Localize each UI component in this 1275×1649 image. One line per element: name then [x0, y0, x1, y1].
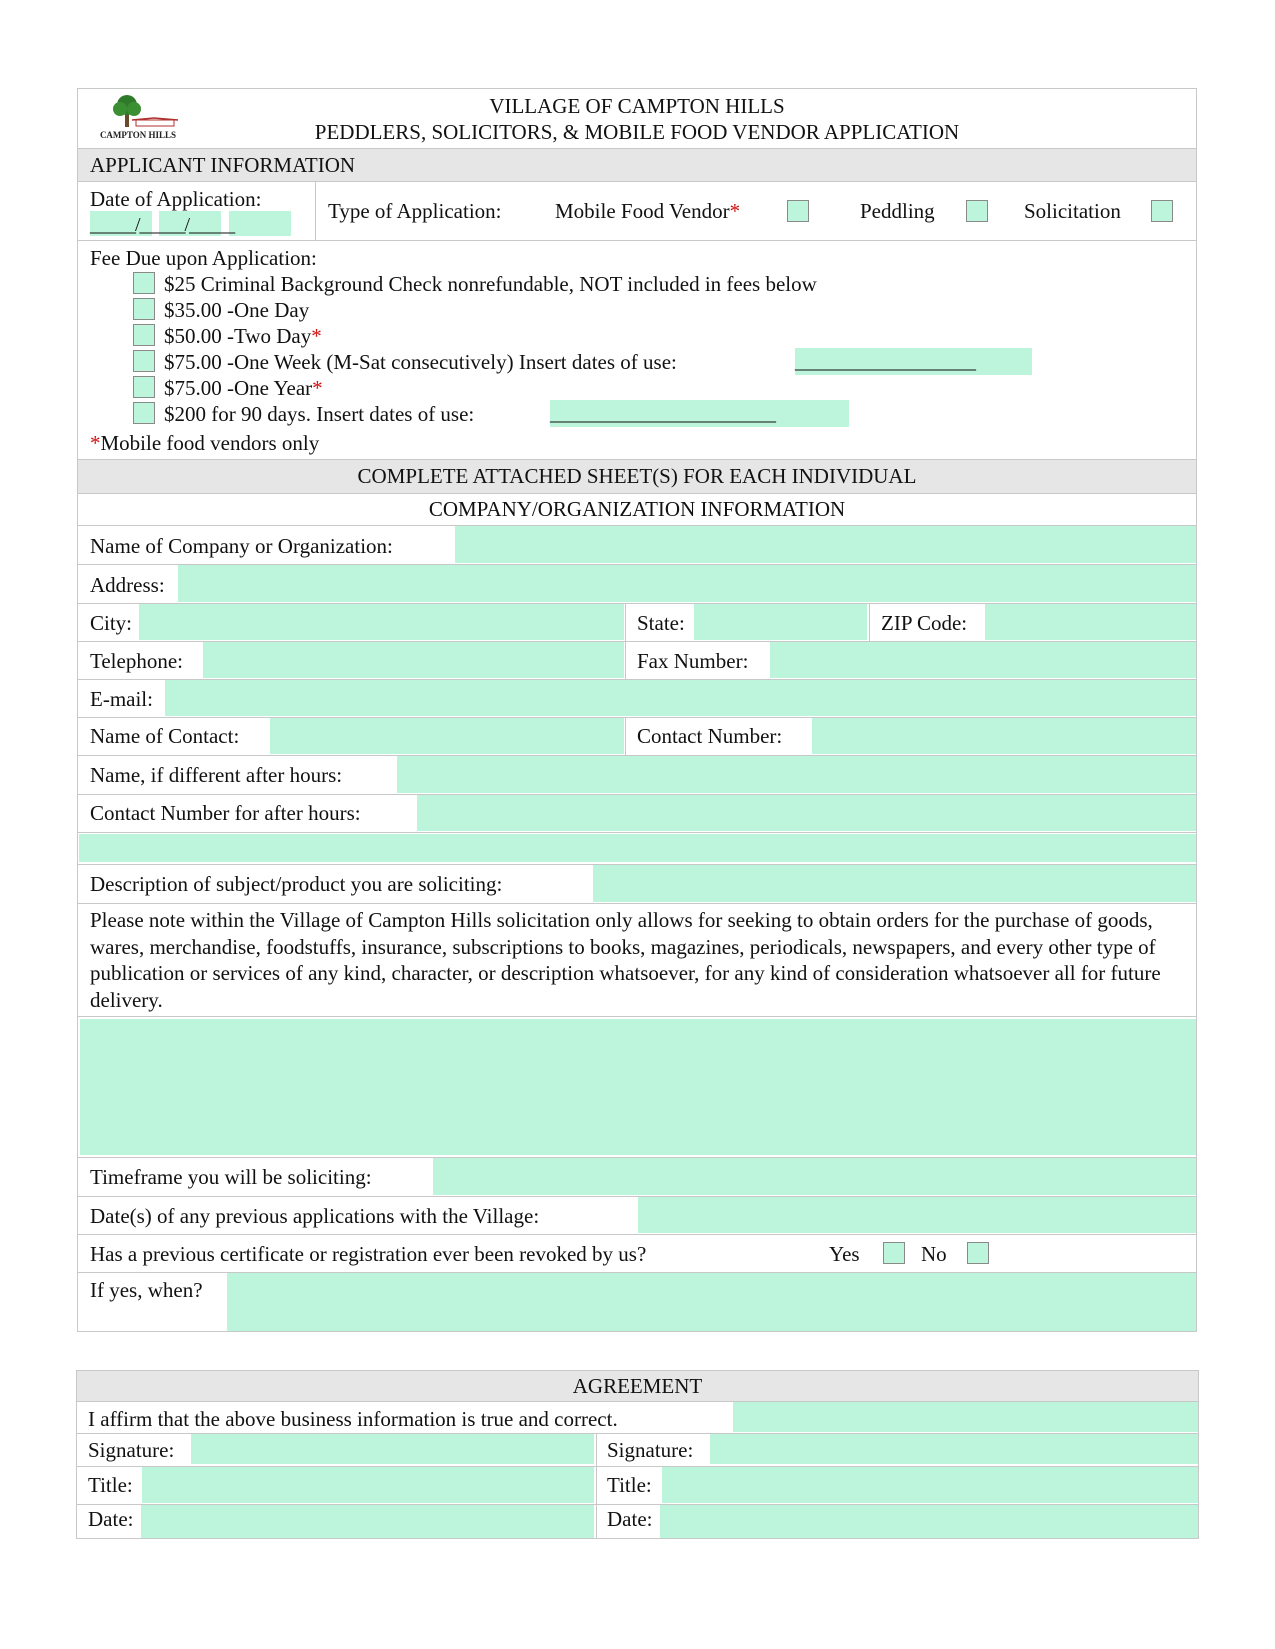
title-field-right[interactable] — [662, 1467, 1198, 1503]
telephone-field[interactable] — [203, 642, 624, 678]
fee-one-week-checkbox[interactable] — [133, 350, 155, 372]
city-label: City: — [90, 611, 133, 635]
fax-label: Fax Number: — [637, 649, 749, 673]
state-field[interactable] — [694, 604, 867, 640]
type-mobile-food-checkbox[interactable] — [787, 200, 809, 222]
contact-number-label: Contact Number: — [637, 724, 783, 748]
applicant-section-title: APPLICANT INFORMATION — [90, 153, 356, 177]
after-hours-number-field[interactable] — [417, 795, 1196, 831]
fee-one-day-label: $35.00 -One Day — [164, 298, 310, 322]
description-details-area[interactable] — [80, 1019, 1196, 1155]
agreement-title: AGREEMENT — [572, 1374, 703, 1398]
fee-90-days-checkbox[interactable] — [133, 402, 155, 424]
contact-name-field[interactable] — [270, 718, 624, 754]
after-hours-number-label: Contact Number for after hours: — [90, 801, 361, 825]
type-mobile-food-label: Mobile Food Vendor* — [555, 199, 741, 223]
date-label-right: Date: — [607, 1507, 653, 1531]
fee-two-day-checkbox[interactable] — [133, 324, 155, 346]
contact-name-label: Name of Contact: — [90, 724, 240, 748]
if-yes-label: If yes, when? — [90, 1278, 203, 1302]
address-field[interactable] — [178, 565, 1196, 602]
mobile-vendor-footnote: *Mobile food vendors only — [90, 431, 320, 455]
ninety-days-dates-blank: _________________________ — [550, 403, 775, 425]
fee-90-days-label: $200 for 90 days. Insert dates of use: — [164, 402, 475, 426]
timeframe-field[interactable] — [433, 1158, 1196, 1195]
zip-label: ZIP Code: — [881, 611, 968, 635]
description-label: Description of subject/product you are soliciting: — [90, 872, 503, 896]
header-line1: VILLAGE OF CAMPTON HILLS — [489, 94, 785, 118]
city-field[interactable] — [139, 604, 624, 640]
email-field[interactable] — [165, 680, 1196, 716]
date-label-left: Date: — [88, 1507, 134, 1531]
fee-one-year-label: $75.00 -One Year* — [164, 376, 323, 400]
complete-sheet-text: COMPLETE ATTACHED SHEET(S) FOR EACH INDIVIDUAL — [357, 464, 917, 488]
timeframe-label: Timeframe you will be soliciting: — [90, 1165, 372, 1189]
affirm-field[interactable] — [733, 1402, 1198, 1432]
revoked-yes-checkbox[interactable] — [883, 1242, 905, 1264]
fee-one-day-checkbox[interactable] — [133, 298, 155, 320]
solicitation-note: Please note within the Village of Campton Hills solicitation only allows for seeking to obtain orders for the purchase of goods, wares, merchandise, foodstuffs, insurance, subscriptions to books, magazines, periodicals, newspapers, and every other type of publication or services of any kind, character, or description whatsoever, for any kind of consideration whatsoever all for future delivery. — [90, 908, 1161, 1012]
if-yes-field[interactable] — [227, 1273, 1196, 1331]
title-label-right: Title: — [607, 1473, 652, 1497]
after-hours-name-field[interactable] — [397, 756, 1196, 793]
date-field-left[interactable] — [141, 1505, 594, 1538]
fee-background-checkbox[interactable] — [133, 272, 155, 294]
signature-field-left[interactable] — [191, 1434, 594, 1464]
fee-background-label: $25 Criminal Background Check nonrefundable, NOT included in fees below — [164, 272, 817, 296]
affirm-text: I affirm that the above business information is true and correct. — [88, 1407, 618, 1431]
one-week-dates-blank: ____________________ — [795, 351, 975, 373]
after-hours-name-label: Name, if different after hours: — [90, 763, 343, 787]
previous-applications-label: Date(s) of any previous applications with the Village: — [90, 1204, 540, 1228]
fee-one-year-checkbox[interactable] — [133, 376, 155, 398]
company-name-label: Name of Company or Organization: — [90, 534, 393, 558]
fee-two-day-label: $50.00 -Two Day* — [164, 324, 322, 348]
signature-label-right: Signature: — [607, 1438, 694, 1462]
revoked-question: Has a previous certificate or registration ever been revoked by us? — [90, 1242, 647, 1266]
type-of-application-label: Type of Application: — [328, 199, 502, 223]
fax-field[interactable] — [770, 642, 1196, 678]
fee-due-label: Fee Due upon Application: — [90, 246, 317, 270]
date-of-application-label: Date of Application: — [90, 187, 262, 211]
date-field-right[interactable] — [660, 1505, 1198, 1538]
company-section-title: COMPANY/ORGANIZATION INFORMATION — [428, 497, 846, 521]
company-name-field[interactable] — [455, 526, 1196, 563]
type-solicitation-checkbox[interactable] — [1151, 200, 1173, 222]
header-line2: PEDDLERS, SOLICITORS, & MOBILE FOOD VENDOR APPLICATION — [314, 120, 960, 144]
type-peddling-label: Peddling — [860, 199, 935, 223]
revoked-yes-label: Yes — [829, 1242, 860, 1266]
signature-field-right[interactable] — [710, 1434, 1198, 1464]
revoked-no-checkbox[interactable] — [967, 1242, 989, 1264]
date-year-field[interactable] — [229, 211, 291, 236]
title-label-left: Title: — [88, 1473, 133, 1497]
state-label: State: — [637, 611, 685, 635]
description-field[interactable] — [593, 865, 1196, 902]
revoked-no-label: No — [921, 1242, 947, 1266]
blank-row-field[interactable] — [79, 834, 1196, 862]
date-blanks: _____/_____/_____ — [90, 214, 235, 236]
telephone-label: Telephone: — [90, 649, 183, 673]
svg-text:CAMPTON HILLS: CAMPTON HILLS — [99, 130, 177, 140]
previous-applications-field[interactable] — [638, 1197, 1196, 1233]
zip-field[interactable] — [985, 604, 1196, 640]
signature-label-left: Signature: — [88, 1438, 175, 1462]
email-label: E-mail: — [90, 687, 153, 711]
contact-number-field[interactable] — [812, 718, 1196, 754]
type-peddling-checkbox[interactable] — [966, 200, 988, 222]
fee-one-week-label: $75.00 -One Week (M-Sat consecutively) Insert dates of use: — [164, 350, 677, 374]
type-solicitation-label: Solicitation — [1024, 199, 1121, 223]
title-field-left[interactable] — [142, 1467, 594, 1503]
address-label: Address: — [90, 573, 165, 597]
